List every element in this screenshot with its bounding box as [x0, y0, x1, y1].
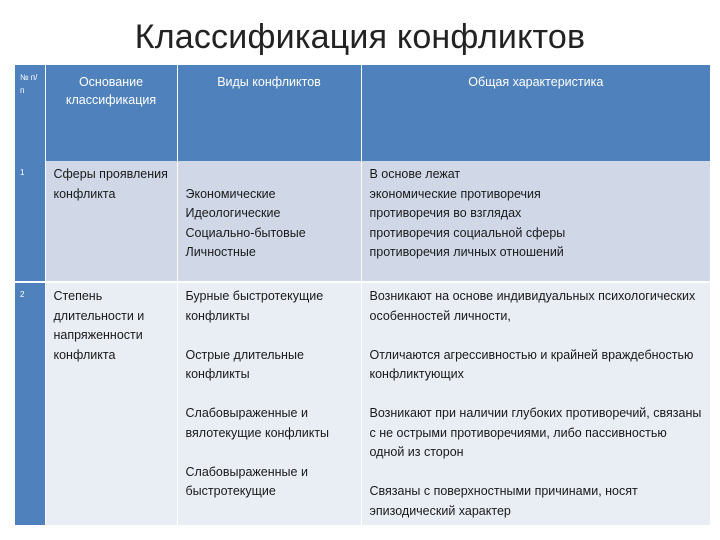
type-item: Слабовыраженные и вялотекущие конфликты	[185, 406, 330, 440]
row-number: 1	[15, 161, 45, 282]
description-line: противоречия личных отношений	[369, 245, 564, 259]
description-line: Возникают при наличии глубоких противоречий, связаны с не острыми противоречиями, либо пассивностью одной из сторон	[369, 406, 702, 459]
type-item: Идеологические	[185, 206, 281, 220]
description-line: В основе лежат	[369, 167, 461, 181]
type-item: Личностные	[185, 245, 256, 259]
type-item: Бурные быстротекущие конфликты	[185, 289, 324, 323]
table-header-row	[15, 65, 710, 161]
header-number: № п/п	[15, 65, 45, 161]
row-basis: Степень длительности и напряженности конфликта	[45, 282, 177, 525]
table-row	[15, 282, 710, 525]
row-description	[361, 161, 710, 282]
row-types	[177, 282, 361, 525]
description-line: противоречия социальной сферы	[369, 225, 566, 240]
row-types	[177, 161, 361, 282]
type-item: Острые длительные конфликты	[185, 347, 304, 381]
table-row	[15, 161, 710, 282]
type-item: Экономические	[185, 186, 276, 201]
description-line: противоречия во взглядах	[369, 206, 522, 220]
description-line: Связаны с поверхностными причинами, носят эпизодический характер	[369, 484, 638, 518]
row-number: 2	[15, 282, 45, 525]
description-line: Возникают на основе индивидуальных психологических особенностей личности,	[369, 289, 696, 323]
row-basis: Сферы проявления конфликта	[45, 161, 177, 282]
page-title: Классификация конфликтов	[134, 18, 586, 56]
description-line: Отличаются агрессивностью и крайней враждебностью конфликтующих	[369, 347, 694, 381]
type-item: Слабовыраженные и быстротекущие	[185, 464, 308, 498]
header-description: Общая характеристика	[361, 65, 710, 161]
type-item: Социально-бытовые	[185, 225, 306, 240]
classification-table	[15, 65, 710, 525]
header-basis: Основание классификация	[45, 65, 177, 161]
description-line: экономические противоречия	[369, 186, 541, 201]
header-types: Виды конфликтов	[177, 65, 361, 161]
row-description	[361, 282, 710, 525]
